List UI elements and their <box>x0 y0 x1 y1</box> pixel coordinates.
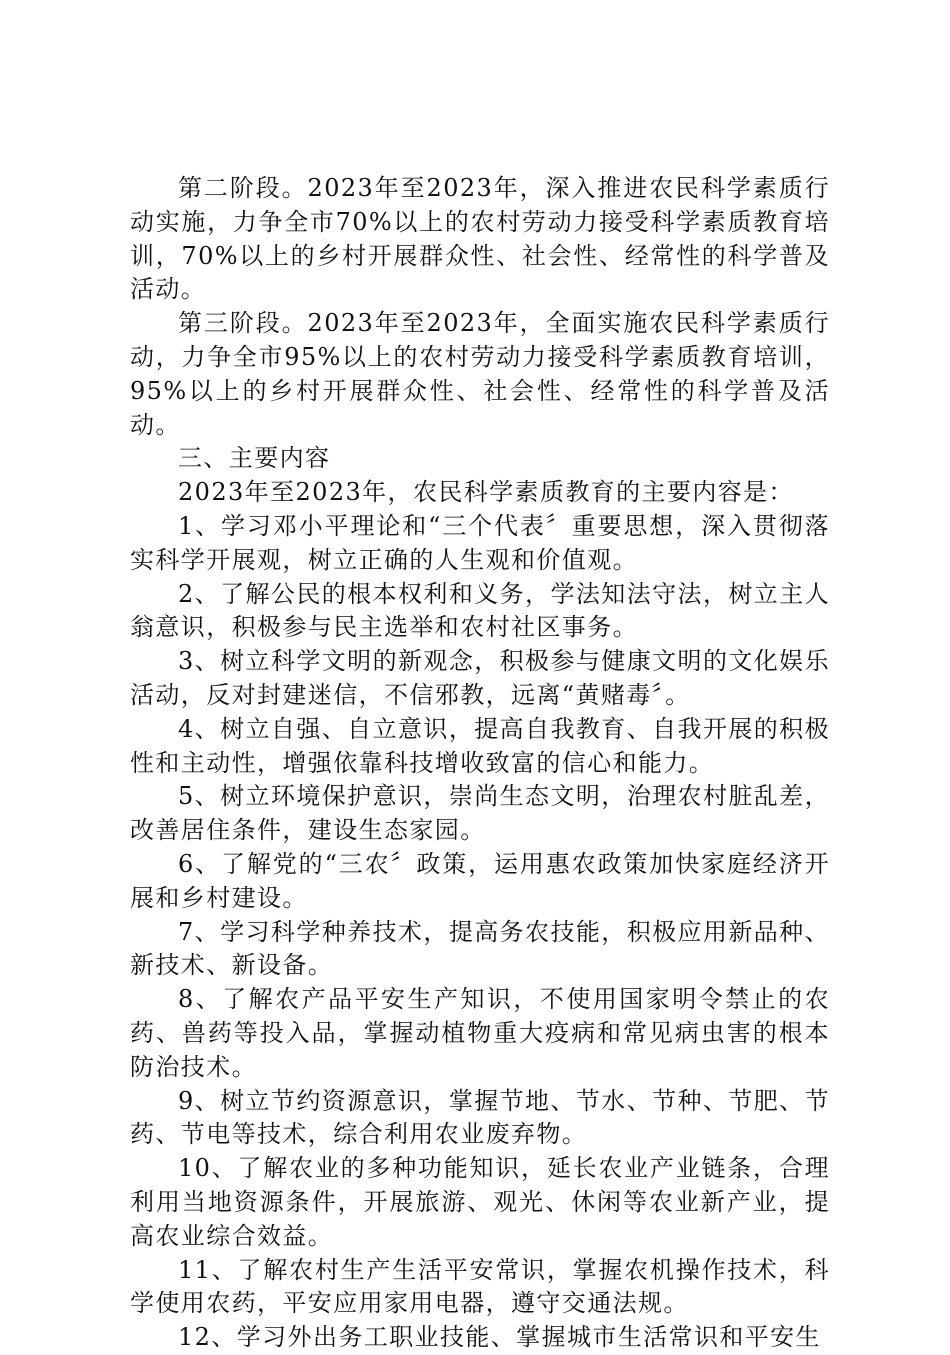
list-item-11: 11、了解农村生产生活平安常识，掌握农机操作技术，科学使用农药，平安应用家用电器，遵守交通法规。 <box>130 1255 830 1318</box>
paragraph-stage-two: 第二阶段。2023年至2023年，深入推进农民科学素质行动实施，力争全市70%以上的农村劳动力接受科学素质教育培训，70%以上的乡村开展群众性、社会性、经常性的科学普及活动。 <box>130 174 830 304</box>
document-body <box>130 172 830 1355</box>
list-item-8: 8、了解农产品平安生产知识，不使用国家明令禁止的农药、兽药等投入品，掌握动植物重大疫病和常见病虫害的根本防治技术。 <box>130 985 830 1081</box>
list-item-6: 6、了解党的“三农〞政策，运用惠农政策加快家庭经济开展和乡村建设。 <box>130 849 830 912</box>
list-item-2: 2、了解公民的根本权利和义务，学法知法守法，树立主人翁意识，积极参与民主选举和农村社区事务。 <box>130 579 830 642</box>
list-item-4: 4、树立自强、自立意识，提高自我教育、自我开展的积极性和主动性，增强依靠科技增收致富的信心和能力。 <box>130 714 830 777</box>
list-item-12: 12、学习外出务工职业技能、掌握城市生活常识和平安生 <box>178 1323 821 1352</box>
list-item-9: 9、树立节约资源意识，掌握节地、节水、节种、节肥、节药、节电等技术，综合利用农业废弃物。 <box>130 1086 830 1149</box>
list-item-5: 5、树立环境保护意识，崇尚生态文明，治理农村脏乱差，改善居住条件，建设生态家园。 <box>130 782 830 845</box>
list-item-1: 1、学习邓小平理论和“三个代表〞重要思想，深入贯彻落实科学开展观，树立正确的人生观和价值观。 <box>130 511 830 574</box>
list-item-3: 3、树立科学文明的新观念，积极参与健康文明的文化娱乐活动，反对封建迷信，不信邪教，远离“黄赌毒〞。 <box>130 647 830 709</box>
list-item-10: 10、了解农业的多种功能知识，延长农业产业链条，合理利用当地资源条件，开展旅游、观光、休闲等农业新产业，提高农业综合效益。 <box>130 1154 830 1250</box>
paragraph-intro: 2023年至2023年，农民科学素质教育的主要内容是： <box>178 478 794 507</box>
section-heading: 三、主要内容 <box>178 444 331 473</box>
paragraph-stage-three: 第三阶段。2023年至2023年，全面实施农民科学素质行动，力争全市95%以上的农村劳动力接受科学素质教育培训，95%以上的乡村开展群众性、社会性、经常性的科学普及活动。 <box>130 309 830 439</box>
list-item-7: 7、学习科学种养技术，提高务农技能，积极应用新品种、新技术、新设备。 <box>130 917 830 980</box>
